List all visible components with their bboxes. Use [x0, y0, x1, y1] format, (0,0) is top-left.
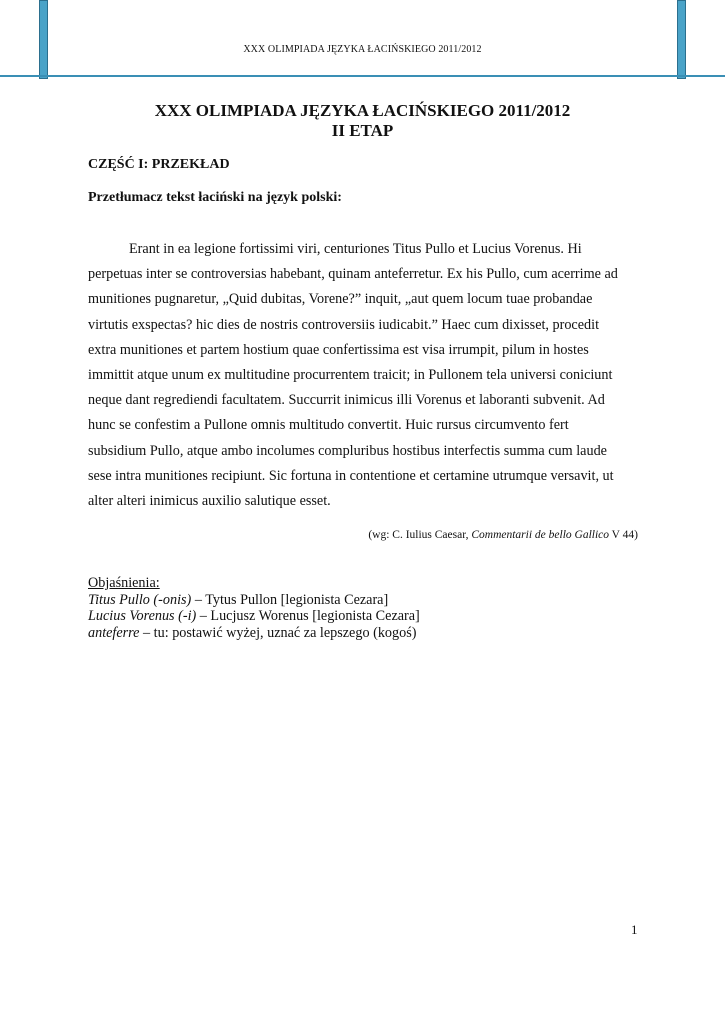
glossary-item: Titus Pullo (-onis) – Tytus Pullon [legionista Cezara] — [88, 591, 389, 608]
latin-line: neque dant regrediendi facultatem. Succurrit inimicus illi Vorenus et laboranti subvenit. Ad — [88, 392, 605, 409]
title-line-2: II ETAP — [331, 121, 394, 140]
latin-text — [88, 237, 643, 514]
running-header: XXX OLIMPIADA JĘZYKA ŁACIŃSKIEGO 2011/2012 — [243, 44, 482, 55]
latin-line: subsidium Pullo, atque ambo incolumes compluribus hostibus interfectis summa cum laude — [88, 442, 607, 459]
instruction: Przetłumacz tekst łaciński na język polski: — [88, 190, 342, 205]
glossary-item: Lucius Vorenus (-i) – Lucjusz Worenus [legionista Cezara] — [88, 608, 420, 624]
latin-line: immittit atque unum ex multitudine procurrentem traicit; in Pullonem tela universi coniciunt — [88, 367, 613, 384]
latin-line: sese intra munitiones recipiunt. Sic fortuna in contentione et certamine utrumque versavit, ut — [88, 467, 614, 484]
latin-line: alter alteri inimicus auxilio salutique esset. — [88, 493, 331, 510]
right-header-bar — [677, 0, 686, 79]
latin-line: perpetuas inter se controversias habebant, quinam anteferretur. Ex his Pullo, cum acerrime ad — [88, 266, 618, 283]
page-title — [0, 101, 725, 141]
glossary — [88, 575, 420, 641]
header-rule — [0, 75, 725, 77]
glossary-heading: Objaśnienia: — [88, 575, 160, 591]
left-header-bar — [39, 0, 48, 79]
source-citation: (wg: C. Iulius Caesar, Commentarii de bello Gallico V 44) — [368, 529, 638, 541]
title-line-1: XXX OLIMPIADA JĘZYKA ŁACIŃSKIEGO 2011/2012 — [154, 101, 571, 120]
latin-line: virtutis exspectas? hic dies de nostris controversiis iudicabit.” Haec cum dixisset, procedit — [88, 316, 600, 333]
glossary-item: anteferre – tu: postawić wyżej, uznać za lepszego (kogoś) — [88, 624, 417, 641]
latin-line: extra munitiones et partem hostium quae confertissima est visa irrumpit, pilum in hostes — [88, 341, 589, 358]
latin-line: Erant in ea legione fortissimi viri, centuriones Titus Pullo et Lucius Vorenus. Hi — [129, 241, 582, 257]
section-heading: CZĘŚĆ I: PRZEKŁAD — [88, 157, 230, 172]
latin-line: hunc se confestim a Pullone omnis multitudo convertit. Huic rursus circumvento fert — [88, 417, 569, 434]
latin-line: munitiones pugnaretur, „Quid dubitas, Vorene?” inquit, „aut quem locum tuae probandae — [88, 291, 593, 308]
source-work-title: Commentarii de bello Gallico — [471, 529, 610, 541]
page-number: 1 — [631, 922, 638, 937]
